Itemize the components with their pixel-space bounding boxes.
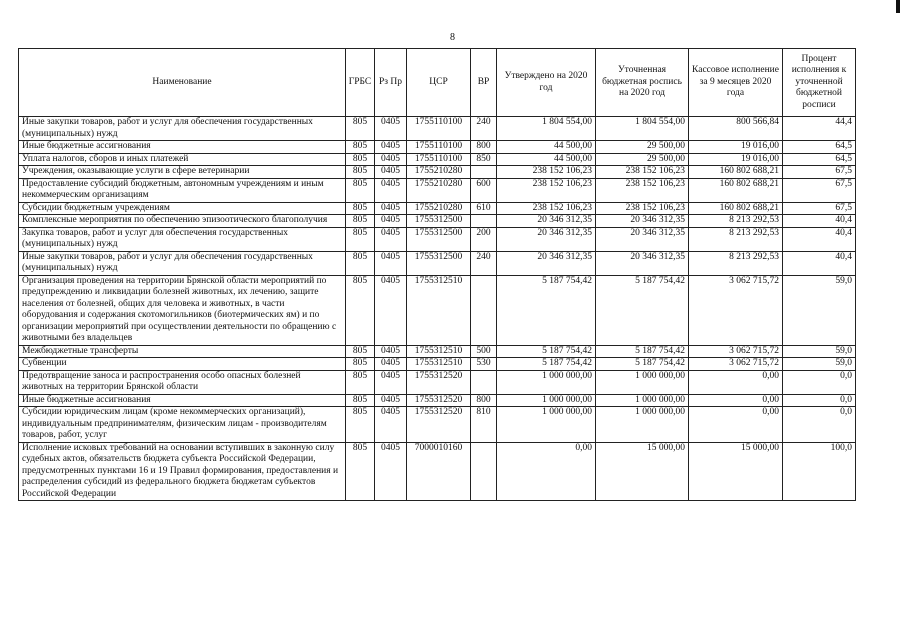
cell-rzpr: 0405 [375,215,407,228]
cell-grbs: 805 [346,370,375,394]
table-header-row [19,49,856,117]
cell-vr: 850 [471,153,497,166]
cell-grbs: 805 [346,141,375,154]
cell-approved: 20 346 312,35 [497,215,596,228]
header-csr: ЦСР [407,49,471,117]
cell-percent: 59,0 [783,358,856,371]
cell-approved: 20 346 312,35 [497,251,596,275]
cell-vr: 530 [471,358,497,371]
cell-rzpr: 0405 [375,166,407,179]
cell-refined: 5 187 754,42 [596,358,689,371]
cell-csr: 1755210280 [407,166,471,179]
cell-vr [471,442,497,501]
cell-percent: 0,0 [783,370,856,394]
table-row [19,202,856,215]
cell-refined: 1 000 000,00 [596,370,689,394]
cell-vr [471,166,497,179]
cell-rzpr: 0405 [375,370,407,394]
cell-rzpr: 0405 [375,141,407,154]
cell-approved: 1 804 554,00 [497,117,596,141]
cell-refined: 15 000,00 [596,442,689,501]
table-row [19,215,856,228]
table-row [19,358,856,371]
cell-rzpr: 0405 [375,275,407,345]
cell-vr: 810 [471,407,497,443]
cell-vr [471,215,497,228]
cell-vr: 240 [471,117,497,141]
cell-cash: 160 802 688,21 [689,166,783,179]
cell-approved: 238 152 106,23 [497,178,596,202]
header-refined: Уточненная бюджетная роспись на 2020 год [596,49,689,117]
cell-cash: 0,00 [689,394,783,407]
cell-grbs: 805 [346,215,375,228]
table-row [19,275,856,345]
cell-percent: 40,4 [783,215,856,228]
cell-cash: 15 000,00 [689,442,783,501]
cell-rzpr: 0405 [375,153,407,166]
cell-name: Предоставление субсидий бюджетным, автономным учреждениям и иным некоммерческим организациям [19,178,346,202]
cell-percent: 59,0 [783,275,856,345]
cell-approved: 1 000 000,00 [497,370,596,394]
cell-grbs: 805 [346,117,375,141]
cell-cash: 160 802 688,21 [689,202,783,215]
cell-csr: 1755312520 [407,370,471,394]
cell-cash: 8 213 292,53 [689,215,783,228]
cell-percent: 67,5 [783,202,856,215]
cell-grbs: 805 [346,178,375,202]
cell-grbs: 805 [346,407,375,443]
cell-refined: 238 152 106,23 [596,178,689,202]
header-percent: Процент исполнения к уточненной бюджетной росписи [783,49,856,117]
cell-name: Закупка товаров, работ и услуг для обеспечения государственных (муниципальных) нужд [19,227,346,251]
table-row [19,407,856,443]
cell-refined: 20 346 312,35 [596,251,689,275]
table-row [19,141,856,154]
cell-cash: 800 566,84 [689,117,783,141]
cell-vr: 240 [471,251,497,275]
cell-rzpr: 0405 [375,202,407,215]
cell-refined: 20 346 312,35 [596,215,689,228]
cell-name: Учреждения, оказывающие услуги в сфере ветеринарии [19,166,346,179]
table-row [19,166,856,179]
cell-csr: 1755110100 [407,117,471,141]
cell-rzpr: 0405 [375,407,407,443]
cell-refined: 20 346 312,35 [596,227,689,251]
cell-name: Комплексные мероприятия по обеспечению эпизоотического благополучия [19,215,346,228]
cell-csr: 1755312500 [407,227,471,251]
cell-csr: 1755312500 [407,215,471,228]
cell-rzpr: 0405 [375,345,407,358]
table-row [19,370,856,394]
cell-name: Субвенции [19,358,346,371]
cell-approved: 5 187 754,42 [497,345,596,358]
table-row [19,153,856,166]
cell-name: Субсидии юридическим лицам (кроме некоммерческих организаций), индивидуальным предпринимателям, физическим лицам - производителям товаров, работ, услуг [19,407,346,443]
cell-percent: 0,0 [783,407,856,443]
cell-csr: 1755210280 [407,178,471,202]
cell-vr: 800 [471,141,497,154]
cell-vr: 200 [471,227,497,251]
cell-refined: 238 152 106,23 [596,166,689,179]
cell-approved: 238 152 106,23 [497,202,596,215]
cell-grbs: 805 [346,394,375,407]
cell-refined: 5 187 754,42 [596,275,689,345]
cell-percent: 59,0 [783,345,856,358]
header-approved: Утверждено на 2020 год [497,49,596,117]
cell-refined: 29 500,00 [596,153,689,166]
cell-percent: 64,5 [783,141,856,154]
cell-rzpr: 0405 [375,178,407,202]
cell-grbs: 805 [346,442,375,501]
cell-approved: 1 000 000,00 [497,394,596,407]
header-cash: Кассовое исполнение за 9 месяцев 2020 года [689,49,783,117]
cell-vr [471,370,497,394]
cell-rzpr: 0405 [375,394,407,407]
header-vr: ВР [471,49,497,117]
cell-vr [471,275,497,345]
cell-vr: 600 [471,178,497,202]
cell-cash: 8 213 292,53 [689,227,783,251]
cell-percent: 67,5 [783,178,856,202]
cell-vr: 800 [471,394,497,407]
cell-refined: 1 000 000,00 [596,394,689,407]
page-number: 8 [450,32,455,43]
cell-refined: 5 187 754,42 [596,345,689,358]
cell-grbs: 805 [346,358,375,371]
cell-rzpr: 0405 [375,117,407,141]
cell-csr: 1755110100 [407,153,471,166]
cell-percent: 100,0 [783,442,856,501]
cell-approved: 1 000 000,00 [497,407,596,443]
cell-name: Иные закупки товаров, работ и услуг для обеспечения государственных (муниципальных) нужд [19,117,346,141]
cell-csr: 1755312510 [407,358,471,371]
cell-cash: 19 016,00 [689,153,783,166]
cell-vr: 500 [471,345,497,358]
table-row [19,394,856,407]
cell-grbs: 805 [346,202,375,215]
cell-grbs: 805 [346,275,375,345]
cell-refined: 1 804 554,00 [596,117,689,141]
cell-refined: 1 000 000,00 [596,407,689,443]
cell-name: Иные бюджетные ассигнования [19,141,346,154]
cell-approved: 238 152 106,23 [497,166,596,179]
cell-csr: 1755312520 [407,407,471,443]
cell-cash: 160 802 688,21 [689,178,783,202]
cell-percent: 64,5 [783,153,856,166]
corner-mark [896,0,900,13]
cell-rzpr: 0405 [375,358,407,371]
cell-approved: 0,00 [497,442,596,501]
cell-cash: 3 062 715,72 [689,345,783,358]
cell-name: Межбюджетные трансферты [19,345,346,358]
cell-cash: 3 062 715,72 [689,358,783,371]
cell-cash: 19 016,00 [689,141,783,154]
budget-table [18,48,856,501]
cell-name: Исполнение исковых требований на основании вступивших в законную силу судебных актов, обязательств бюджета субъекта Российской Федерации, предусмотренных пунктами 16 и 19 Правил формирования, предоставления и распределения субсидий из федерального бюджета бюджетам субъектов Российской Федерации [19,442,346,501]
table-row [19,251,856,275]
header-name: Наименование [19,49,346,117]
cell-approved: 5 187 754,42 [497,358,596,371]
cell-grbs: 805 [346,166,375,179]
cell-percent: 40,4 [783,227,856,251]
cell-cash: 0,00 [689,370,783,394]
cell-csr: 1755312520 [407,394,471,407]
cell-csr: 1755312510 [407,275,471,345]
cell-percent: 67,5 [783,166,856,179]
cell-percent: 44,4 [783,117,856,141]
cell-csr: 1755312500 [407,251,471,275]
table-row [19,178,856,202]
table-row [19,442,856,501]
cell-refined: 238 152 106,23 [596,202,689,215]
table-row [19,117,856,141]
cell-refined: 29 500,00 [596,141,689,154]
cell-approved: 44 500,00 [497,153,596,166]
cell-grbs: 805 [346,153,375,166]
cell-cash: 3 062 715,72 [689,275,783,345]
cell-cash: 0,00 [689,407,783,443]
cell-rzpr: 0405 [375,442,407,501]
header-grbs: ГРБС [346,49,375,117]
cell-grbs: 805 [346,345,375,358]
cell-name: Уплата налогов, сборов и иных платежей [19,153,346,166]
cell-percent: 0,0 [783,394,856,407]
cell-name: Организация проведения на территории Брянской области мероприятий по предупреждению и ликвидации болезней животных, их лечению, защите населения от болезней, общих для человека и животных, в части оборудования и содержания скотомогильников (биотермических ям) и по организации мероприятий при осуществлении деятельности по обращению с животными без владельцев [19,275,346,345]
cell-csr: 1755312510 [407,345,471,358]
cell-approved: 5 187 754,42 [497,275,596,345]
table-row [19,227,856,251]
header-rzpr: Рз Пр [375,49,407,117]
cell-cash: 8 213 292,53 [689,251,783,275]
cell-grbs: 805 [346,227,375,251]
cell-csr: 1755110100 [407,141,471,154]
cell-rzpr: 0405 [375,251,407,275]
cell-approved: 20 346 312,35 [497,227,596,251]
cell-grbs: 805 [346,251,375,275]
cell-csr: 1755210280 [407,202,471,215]
cell-vr: 610 [471,202,497,215]
cell-name: Предотвращение заноса и распространения особо опасных болезней животных на территории Брянской области [19,370,346,394]
cell-rzpr: 0405 [375,227,407,251]
cell-name: Иные бюджетные ассигнования [19,394,346,407]
cell-percent: 40,4 [783,251,856,275]
cell-csr: 7000010160 [407,442,471,501]
table-row [19,345,856,358]
cell-name: Иные закупки товаров, работ и услуг для обеспечения государственных (муниципальных) нужд [19,251,346,275]
cell-approved: 44 500,00 [497,141,596,154]
cell-name: Субсидии бюджетным учреждениям [19,202,346,215]
